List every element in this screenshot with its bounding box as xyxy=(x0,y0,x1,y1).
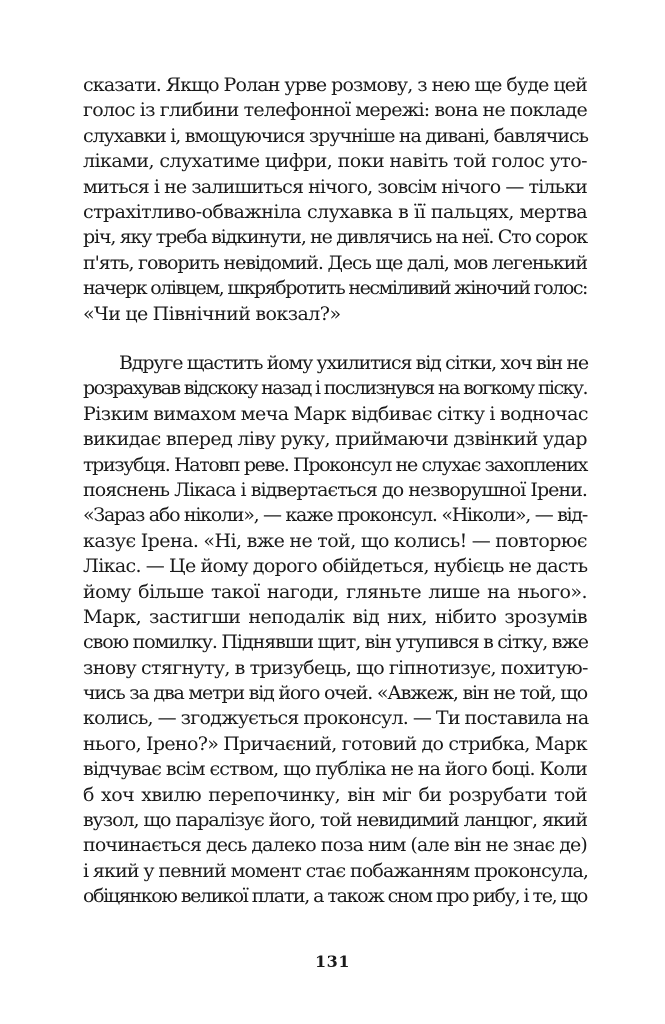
text-line: відчуває всім єством, що публіка не на його боці. Коли xyxy=(83,758,587,781)
page-number: 131 xyxy=(315,952,350,971)
text-line: Вдруге щастить йому ухилитися від сітки, хоч він не xyxy=(119,352,589,374)
text-line: казує Ірена. «Ні, вже не той, що колись! — повторює xyxy=(83,529,587,552)
text-line: Лікас. — Це йому дорого обійдеться, нубієць не дасть xyxy=(83,555,588,578)
text-line: нього, Ірено?» Причаєний, готовий до стрибка, Марк xyxy=(83,732,587,755)
text-line: і який у певний момент стає побажанням проконсула, xyxy=(83,859,589,882)
text-line: річ, яку треба відкинути, не дивлячись на неї. Сто сорок xyxy=(83,226,587,249)
text-line: миться і не залишиться нічого, зовсім нічого — тільки xyxy=(83,175,587,198)
text-line: Різким вимахом меча Марк відбиває сітку і водночас xyxy=(83,402,589,425)
paragraph xyxy=(83,351,587,910)
text-line: тризубця. Натовп реве. Проконсул не слухає захоплених xyxy=(83,453,587,476)
paragraph xyxy=(83,73,587,327)
text-line: обіцянкою великої плати, а також сном про рибу, і те, що xyxy=(83,885,587,908)
text-line: Марк, застигши неподалік від них, нібито зрозумів xyxy=(83,605,587,628)
text-line: колись, — згоджується проконсул. — Ти поставила на xyxy=(83,707,589,730)
text-line: страхітливо-обважніла слухавка в її пальцях, мертва xyxy=(83,200,587,223)
text-line: починається десь далеко поза ним (але він не знає де) xyxy=(83,834,587,857)
text-line: «Зараз або ніколи», — каже проконсул. «Ніколи», — від- xyxy=(83,504,587,527)
text-line: пояснень Лікаса і відвертається до незворушної Ірени. xyxy=(83,478,587,501)
text-line: ліками, слухатиме цифри, поки навіть той голос уто- xyxy=(83,150,587,173)
text-line: вузол, що паралізує його, той невидимий ланцюг, який xyxy=(83,809,587,832)
text-line: йому більше такої нагоди, гляньте лише на нього». xyxy=(83,580,587,603)
text-line: б хоч хвилю перепочинку, він міг би розрубати той xyxy=(83,783,587,806)
text-line: сказати. Якщо Ролан урве розмову, з нею ще буде цей xyxy=(83,74,587,96)
text-line: слухавки і, вмощуючися зручніше на дивані, бавлячись xyxy=(83,124,588,147)
text-line: начерк олівцем, шкрябротить несміливий жіночий голос: xyxy=(83,277,587,300)
text-line: свою помилку. Піднявши щит, він утупився в сітку, вже xyxy=(83,631,588,654)
text-line: викидає вперед ліву руку, приймаючи дзвінкий удар xyxy=(83,428,587,451)
text-line: «Чи це Північний вокзал?» xyxy=(83,302,341,325)
text-line: чись за два метри від його очей. «Авжеж, він не той, що xyxy=(83,682,587,705)
text-line: знову стягнуту, в тризубець, що гіпнотизує, похитую- xyxy=(83,656,588,679)
text-line: голос із глибини телефонної мережі: вона не покладе xyxy=(83,99,587,122)
text-line: розрахував відскоку назад і послизнувся на вогкому піску. xyxy=(83,377,587,400)
text-line: п'ять, говорить невідомий. Десь ще далі, мов легенький xyxy=(83,251,587,274)
